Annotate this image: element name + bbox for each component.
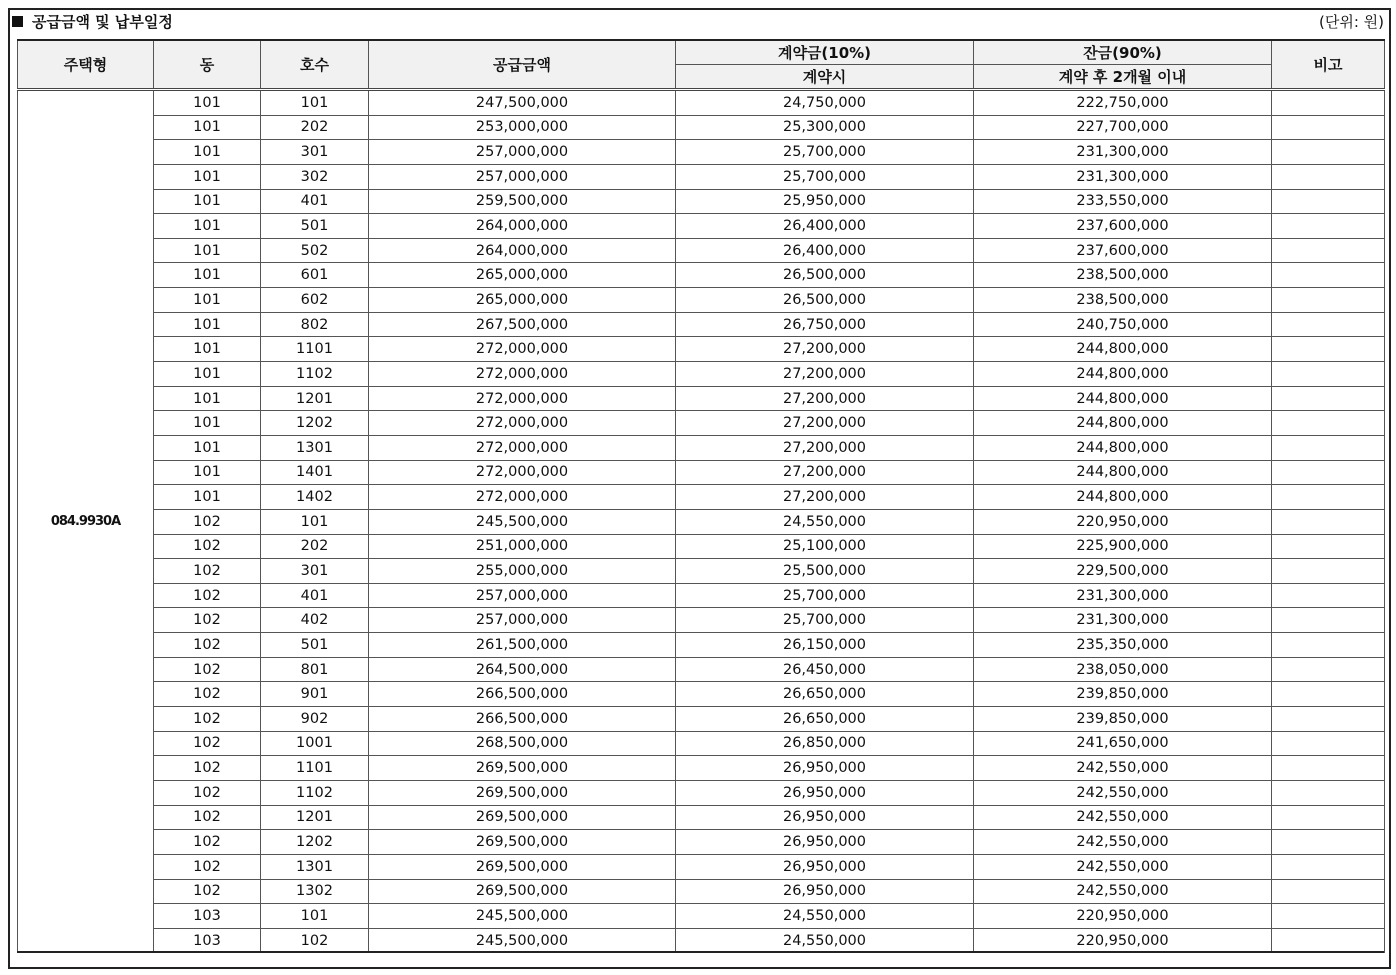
header-balance-timing: 계약 후 2개월 이내 — [974, 65, 1272, 90]
cell-deposit: 25,950,000 — [676, 189, 974, 214]
cell-dong: 102 — [154, 731, 261, 756]
cell-ho: 1202 — [261, 830, 369, 855]
table-row — [18, 214, 1385, 239]
cell-deposit: 25,100,000 — [676, 534, 974, 559]
cell-ho: 1101 — [261, 337, 369, 362]
cell-supply-price: 269,500,000 — [369, 879, 676, 904]
cell-note — [1272, 164, 1385, 189]
cell-note — [1272, 189, 1385, 214]
cell-ho: 101 — [261, 904, 369, 929]
cell-dong: 101 — [154, 411, 261, 436]
cell-dong: 101 — [154, 460, 261, 485]
cell-note — [1272, 608, 1385, 633]
cell-supply-price: 264,500,000 — [369, 657, 676, 682]
cell-deposit: 24,550,000 — [676, 928, 974, 953]
cell-dong: 101 — [154, 214, 261, 239]
black-square-bullet-icon — [12, 16, 23, 27]
cell-ho: 102 — [261, 928, 369, 953]
table-row — [18, 854, 1385, 879]
cell-deposit: 25,700,000 — [676, 164, 974, 189]
cell-supply-price: 257,000,000 — [369, 608, 676, 633]
unit-label: (단위: 원) — [1319, 12, 1384, 31]
cell-note — [1272, 756, 1385, 781]
cell-dong: 102 — [154, 534, 261, 559]
cell-note — [1272, 780, 1385, 805]
cell-balance: 244,800,000 — [974, 337, 1272, 362]
cell-balance: 242,550,000 — [974, 780, 1272, 805]
cell-ho: 802 — [261, 312, 369, 337]
cell-deposit: 26,950,000 — [676, 830, 974, 855]
cell-deposit: 27,200,000 — [676, 485, 974, 510]
cell-note — [1272, 657, 1385, 682]
cell-balance: 231,300,000 — [974, 608, 1272, 633]
cell-supply-price: 272,000,000 — [369, 435, 676, 460]
table-row — [18, 879, 1385, 904]
cell-balance: 227,700,000 — [974, 115, 1272, 140]
table-row — [18, 633, 1385, 658]
table-row — [18, 140, 1385, 165]
cell-dong: 102 — [154, 805, 261, 830]
cell-supply-price: 253,000,000 — [369, 115, 676, 140]
cell-dong: 101 — [154, 485, 261, 510]
cell-ho: 301 — [261, 559, 369, 584]
bottom-divider — [17, 951, 1384, 953]
cell-ho: 902 — [261, 707, 369, 732]
cell-supply-price: 267,500,000 — [369, 312, 676, 337]
cell-ho: 501 — [261, 633, 369, 658]
table-row — [18, 583, 1385, 608]
cell-note — [1272, 633, 1385, 658]
cell-supply-price: 255,000,000 — [369, 559, 676, 584]
table-row — [18, 559, 1385, 584]
cell-note — [1272, 435, 1385, 460]
cell-balance: 244,800,000 — [974, 460, 1272, 485]
cell-dong: 102 — [154, 756, 261, 781]
cell-dong: 103 — [154, 928, 261, 953]
cell-note — [1272, 879, 1385, 904]
cell-balance: 241,650,000 — [974, 731, 1272, 756]
cell-note — [1272, 238, 1385, 263]
cell-supply-price: 269,500,000 — [369, 854, 676, 879]
table-row — [18, 534, 1385, 559]
header-dong: 동 — [154, 40, 261, 90]
cell-ho: 1302 — [261, 879, 369, 904]
cell-dong: 101 — [154, 337, 261, 362]
cell-balance: 225,900,000 — [974, 534, 1272, 559]
cell-ho: 202 — [261, 534, 369, 559]
cell-balance: 244,800,000 — [974, 386, 1272, 411]
header-supply-price: 공급금액 — [369, 40, 676, 90]
header-housing-type: 주택형 — [18, 40, 154, 90]
cell-balance: 242,550,000 — [974, 756, 1272, 781]
cell-ho: 602 — [261, 288, 369, 313]
header-deposit-timing: 계약시 — [676, 65, 974, 90]
cell-ho: 202 — [261, 115, 369, 140]
cell-balance: 238,500,000 — [974, 263, 1272, 288]
cell-dong: 102 — [154, 633, 261, 658]
cell-balance: 242,550,000 — [974, 805, 1272, 830]
table-header-row — [18, 40, 1385, 65]
cell-dong: 102 — [154, 682, 261, 707]
cell-ho: 601 — [261, 263, 369, 288]
cell-dong: 102 — [154, 879, 261, 904]
cell-dong: 101 — [154, 288, 261, 313]
cell-balance: 222,750,000 — [974, 90, 1272, 116]
table-row — [18, 756, 1385, 781]
cell-deposit: 26,950,000 — [676, 854, 974, 879]
cell-note — [1272, 534, 1385, 559]
cell-balance: 238,500,000 — [974, 288, 1272, 313]
cell-dong: 101 — [154, 189, 261, 214]
cell-supply-price: 259,500,000 — [369, 189, 676, 214]
cell-dong: 102 — [154, 583, 261, 608]
cell-deposit: 26,650,000 — [676, 682, 974, 707]
section-title — [12, 10, 1384, 32]
cell-dong: 101 — [154, 238, 261, 263]
cell-note — [1272, 140, 1385, 165]
table-row — [18, 509, 1385, 534]
header-deposit-group: 계약금(10%) — [676, 40, 974, 65]
cell-deposit: 26,950,000 — [676, 756, 974, 781]
table-row — [18, 288, 1385, 313]
cell-note — [1272, 214, 1385, 239]
table-row — [18, 115, 1385, 140]
cell-deposit: 26,400,000 — [676, 238, 974, 263]
cell-supply-price: 266,500,000 — [369, 682, 676, 707]
cell-housing-type: 084.9930A — [18, 90, 154, 953]
cell-note — [1272, 583, 1385, 608]
cell-dong: 101 — [154, 164, 261, 189]
header-balance-group: 잔금(90%) — [974, 40, 1272, 65]
cell-balance: 235,350,000 — [974, 633, 1272, 658]
cell-supply-price: 265,000,000 — [369, 288, 676, 313]
cell-deposit: 25,300,000 — [676, 115, 974, 140]
cell-ho: 1301 — [261, 435, 369, 460]
cell-deposit: 25,500,000 — [676, 559, 974, 584]
table-row — [18, 780, 1385, 805]
table-row — [18, 460, 1385, 485]
cell-supply-price: 268,500,000 — [369, 731, 676, 756]
cell-supply-price: 245,500,000 — [369, 904, 676, 929]
cell-balance: 220,950,000 — [974, 904, 1272, 929]
header-note: 비고 — [1272, 40, 1385, 90]
cell-deposit: 27,200,000 — [676, 386, 974, 411]
cell-balance: 220,950,000 — [974, 509, 1272, 534]
cell-note — [1272, 288, 1385, 313]
cell-dong: 102 — [154, 657, 261, 682]
cell-note — [1272, 90, 1385, 116]
cell-note — [1272, 362, 1385, 387]
cell-supply-price: 264,000,000 — [369, 214, 676, 239]
table-row — [18, 312, 1385, 337]
cell-dong: 103 — [154, 904, 261, 929]
cell-balance: 229,500,000 — [974, 559, 1272, 584]
cell-ho: 1301 — [261, 854, 369, 879]
cell-supply-price: 251,000,000 — [369, 534, 676, 559]
cell-dong: 102 — [154, 854, 261, 879]
cell-deposit: 26,500,000 — [676, 288, 974, 313]
cell-ho: 101 — [261, 509, 369, 534]
cell-supply-price: 257,000,000 — [369, 583, 676, 608]
cell-ho: 401 — [261, 583, 369, 608]
cell-balance: 242,550,000 — [974, 854, 1272, 879]
cell-dong: 102 — [154, 559, 261, 584]
cell-deposit: 26,650,000 — [676, 707, 974, 732]
table-row — [18, 731, 1385, 756]
cell-supply-price: 272,000,000 — [369, 337, 676, 362]
cell-supply-price: 272,000,000 — [369, 411, 676, 436]
cell-balance: 233,550,000 — [974, 189, 1272, 214]
cell-deposit: 25,700,000 — [676, 608, 974, 633]
cell-dong: 101 — [154, 386, 261, 411]
cell-balance: 231,300,000 — [974, 164, 1272, 189]
cell-supply-price: 245,500,000 — [369, 509, 676, 534]
cell-note — [1272, 337, 1385, 362]
cell-dong: 101 — [154, 263, 261, 288]
cell-note — [1272, 485, 1385, 510]
cell-balance: 239,850,000 — [974, 707, 1272, 732]
cell-deposit: 26,750,000 — [676, 312, 974, 337]
cell-ho: 1102 — [261, 362, 369, 387]
cell-dong: 102 — [154, 707, 261, 732]
cell-note — [1272, 312, 1385, 337]
cell-ho: 301 — [261, 140, 369, 165]
table-row — [18, 362, 1385, 387]
cell-supply-price: 269,500,000 — [369, 830, 676, 855]
header-ho: 호수 — [261, 40, 369, 90]
table-row — [18, 657, 1385, 682]
cell-supply-price: 247,500,000 — [369, 90, 676, 116]
cell-dong: 102 — [154, 780, 261, 805]
cell-supply-price: 257,000,000 — [369, 140, 676, 165]
cell-dong: 101 — [154, 115, 261, 140]
cell-deposit: 24,550,000 — [676, 904, 974, 929]
table-row — [18, 90, 1385, 116]
cell-note — [1272, 263, 1385, 288]
cell-ho: 801 — [261, 657, 369, 682]
cell-deposit: 26,400,000 — [676, 214, 974, 239]
table-row — [18, 805, 1385, 830]
cell-balance: 242,550,000 — [974, 879, 1272, 904]
cell-note — [1272, 559, 1385, 584]
cell-supply-price: 269,500,000 — [369, 805, 676, 830]
cell-supply-price: 245,500,000 — [369, 928, 676, 953]
cell-balance: 244,800,000 — [974, 485, 1272, 510]
cell-supply-price: 265,000,000 — [369, 263, 676, 288]
cell-deposit: 26,950,000 — [676, 805, 974, 830]
table-row — [18, 928, 1385, 953]
cell-deposit: 24,750,000 — [676, 90, 974, 116]
cell-note — [1272, 386, 1385, 411]
cell-dong: 101 — [154, 312, 261, 337]
cell-deposit: 26,150,000 — [676, 633, 974, 658]
cell-balance: 237,600,000 — [974, 238, 1272, 263]
table-row — [18, 337, 1385, 362]
cell-balance: 244,800,000 — [974, 411, 1272, 436]
table-row — [18, 707, 1385, 732]
cell-supply-price: 269,500,000 — [369, 780, 676, 805]
section-title-text: 공급금액 및 납부일정 — [32, 12, 173, 31]
cell-balance: 244,800,000 — [974, 435, 1272, 460]
cell-supply-price: 269,500,000 — [369, 756, 676, 781]
cell-note — [1272, 707, 1385, 732]
table-row — [18, 904, 1385, 929]
cell-deposit: 26,850,000 — [676, 731, 974, 756]
table-row — [18, 682, 1385, 707]
cell-supply-price: 272,000,000 — [369, 362, 676, 387]
cell-note — [1272, 928, 1385, 953]
cell-balance: 237,600,000 — [974, 214, 1272, 239]
cell-dong: 102 — [154, 830, 261, 855]
cell-balance: 244,800,000 — [974, 362, 1272, 387]
cell-ho: 302 — [261, 164, 369, 189]
cell-dong: 102 — [154, 509, 261, 534]
cell-deposit: 27,200,000 — [676, 411, 974, 436]
cell-note — [1272, 411, 1385, 436]
cell-supply-price: 266,500,000 — [369, 707, 676, 732]
cell-deposit: 25,700,000 — [676, 140, 974, 165]
cell-balance: 220,950,000 — [974, 928, 1272, 953]
cell-supply-price: 272,000,000 — [369, 460, 676, 485]
cell-ho: 401 — [261, 189, 369, 214]
cell-dong: 101 — [154, 435, 261, 460]
cell-ho: 1201 — [261, 386, 369, 411]
cell-note — [1272, 731, 1385, 756]
cell-deposit: 27,200,000 — [676, 362, 974, 387]
cell-balance: 242,550,000 — [974, 830, 1272, 855]
cell-balance: 240,750,000 — [974, 312, 1272, 337]
cell-ho: 1202 — [261, 411, 369, 436]
cell-ho: 502 — [261, 238, 369, 263]
cell-deposit: 27,200,000 — [676, 337, 974, 362]
cell-deposit: 27,200,000 — [676, 460, 974, 485]
cell-balance: 239,850,000 — [974, 682, 1272, 707]
cell-deposit: 24,550,000 — [676, 509, 974, 534]
table-row — [18, 164, 1385, 189]
cell-supply-price: 272,000,000 — [369, 386, 676, 411]
table-row — [18, 411, 1385, 436]
cell-ho: 501 — [261, 214, 369, 239]
cell-dong: 101 — [154, 90, 261, 116]
cell-deposit: 25,700,000 — [676, 583, 974, 608]
cell-note — [1272, 854, 1385, 879]
table-row — [18, 830, 1385, 855]
table-row — [18, 189, 1385, 214]
cell-note — [1272, 115, 1385, 140]
cell-deposit: 26,950,000 — [676, 879, 974, 904]
cell-deposit: 26,950,000 — [676, 780, 974, 805]
cell-supply-price: 272,000,000 — [369, 485, 676, 510]
cell-note — [1272, 460, 1385, 485]
table-row — [18, 263, 1385, 288]
cell-dong: 102 — [154, 608, 261, 633]
cell-ho: 901 — [261, 682, 369, 707]
cell-ho: 1001 — [261, 731, 369, 756]
cell-note — [1272, 682, 1385, 707]
cell-balance: 231,300,000 — [974, 140, 1272, 165]
cell-ho: 1201 — [261, 805, 369, 830]
cell-ho: 1101 — [261, 756, 369, 781]
cell-note — [1272, 509, 1385, 534]
cell-supply-price: 261,500,000 — [369, 633, 676, 658]
cell-deposit: 27,200,000 — [676, 435, 974, 460]
cell-deposit: 26,450,000 — [676, 657, 974, 682]
cell-balance: 231,300,000 — [974, 583, 1272, 608]
cell-ho: 1102 — [261, 780, 369, 805]
cell-note — [1272, 805, 1385, 830]
table-body — [18, 90, 1385, 953]
table-row — [18, 608, 1385, 633]
cell-dong: 101 — [154, 140, 261, 165]
cell-dong: 101 — [154, 362, 261, 387]
cell-ho: 402 — [261, 608, 369, 633]
cell-balance: 238,050,000 — [974, 657, 1272, 682]
cell-supply-price: 257,000,000 — [369, 164, 676, 189]
cell-note — [1272, 904, 1385, 929]
table-row — [18, 238, 1385, 263]
table-row — [18, 485, 1385, 510]
cell-ho: 1402 — [261, 485, 369, 510]
table-row — [18, 386, 1385, 411]
cell-note — [1272, 830, 1385, 855]
cell-ho: 101 — [261, 90, 369, 116]
cell-deposit: 26,500,000 — [676, 263, 974, 288]
cell-supply-price: 264,000,000 — [369, 238, 676, 263]
price-schedule-table — [17, 39, 1385, 953]
table-row — [18, 435, 1385, 460]
cell-ho: 1401 — [261, 460, 369, 485]
